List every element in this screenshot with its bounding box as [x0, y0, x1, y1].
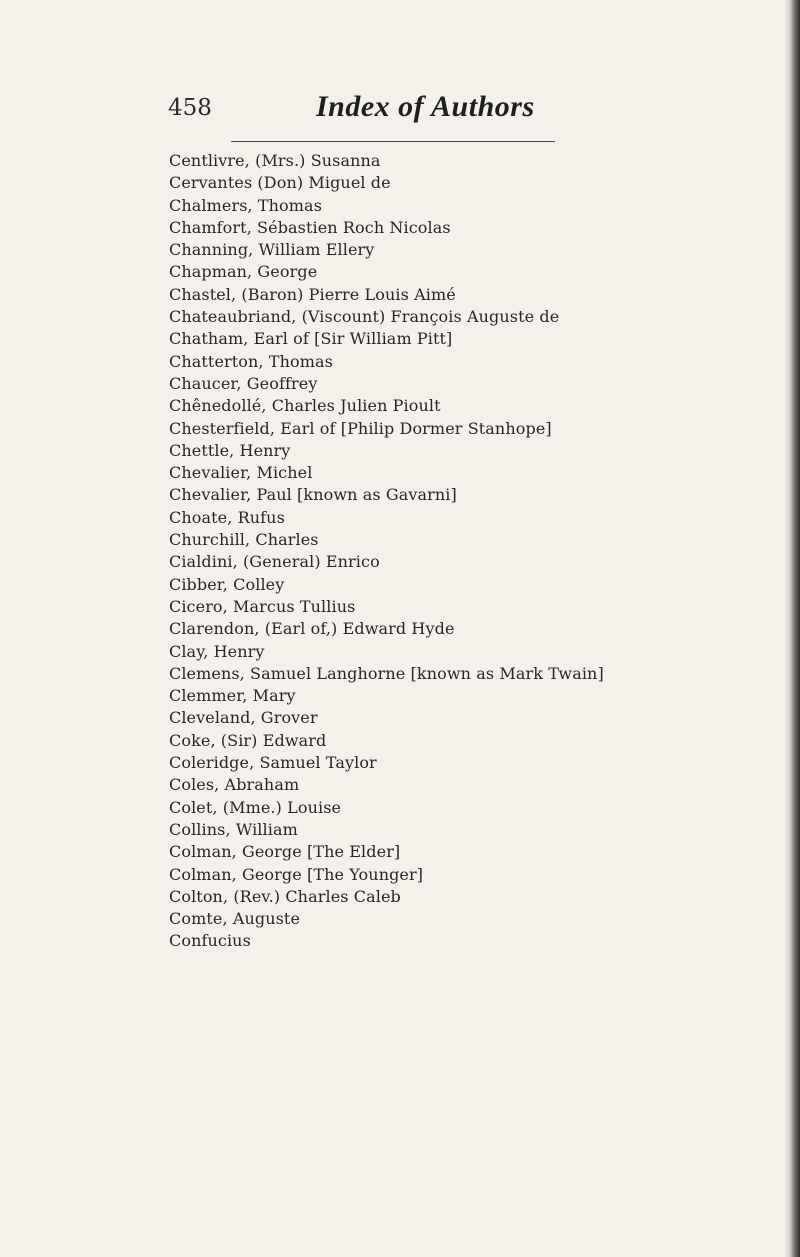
- index-entry: Clemmer, Mary: [169, 686, 296, 706]
- running-title: Index of Authors: [316, 90, 535, 123]
- index-entry: Churchill, Charles: [169, 530, 319, 550]
- index-entry: Coles, Abraham: [169, 775, 300, 795]
- index-entry: Colman, George [The Younger]: [169, 864, 424, 884]
- index-entry: Comte, Auguste: [169, 909, 301, 929]
- index-entry: Cervantes (Don) Miguel de: [169, 173, 391, 193]
- index-entry: Chevalier, Paul [known as Gavarni]: [169, 485, 457, 505]
- index-entry: Chesterfield, Earl of [Philip Dormer Stanhope]: [169, 418, 552, 438]
- index-entry: Chalmers, Thomas: [169, 195, 323, 215]
- index-entry: Chateaubriand, (Viscount) François Auguste de: [169, 307, 560, 327]
- page-number: 458: [168, 95, 212, 121]
- index-entry: Choate, Rufus: [169, 507, 285, 527]
- index-entry: Centlivre, (Mrs.) Susanna: [169, 151, 381, 170]
- running-head: [0, 88, 800, 128]
- index-entry: Cicero, Marcus Tullius: [169, 596, 356, 616]
- index-entry: Chevalier, Michel: [169, 463, 313, 483]
- index-entry: Chamfort, Sébastien Roch Nicolas: [169, 217, 451, 237]
- index-entry: Channing, William Ellery: [169, 240, 375, 260]
- index-entry: Chastel, (Baron) Pierre Louis Aimé: [169, 284, 456, 304]
- index-entry: Chapman, George: [169, 262, 318, 282]
- page-edge-shadow: [784, 0, 800, 1257]
- index-entry: Chatham, Earl of [Sir William Pitt]: [169, 329, 453, 349]
- index-entry: Chênedollé, Charles Julien Pioult: [169, 396, 441, 416]
- index-entry: Confucius: [169, 931, 251, 951]
- index-entry: Coleridge, Samuel Taylor: [169, 753, 377, 773]
- index-entry: Cleveland, Grover: [169, 708, 318, 728]
- index-entry: Clemens, Samuel Langhorne [known as Mark Twain]: [169, 663, 604, 683]
- index-entry: Chettle, Henry: [169, 440, 291, 460]
- index-entry: Colton, (Rev.) Charles Caleb: [169, 886, 401, 906]
- index-entry: Collins, William: [169, 819, 298, 839]
- index-entry: Colet, (Mme.) Louise: [169, 797, 342, 817]
- index-entry: Cialdini, (General) Enrico: [169, 552, 380, 572]
- index-entry: Chaucer, Geoffrey: [169, 373, 318, 393]
- index-entry: Coke, (Sir) Edward: [169, 730, 327, 750]
- index-entry: Chatterton, Thomas: [169, 351, 333, 371]
- author-index-list: [169, 150, 604, 953]
- index-entry: Cibber, Colley: [169, 574, 285, 594]
- header-rule: [231, 141, 555, 142]
- index-entry: Clarendon, (Earl of,) Edward Hyde: [169, 619, 455, 639]
- index-entry: Colman, George [The Elder]: [169, 842, 401, 862]
- index-entry: Clay, Henry: [169, 641, 265, 661]
